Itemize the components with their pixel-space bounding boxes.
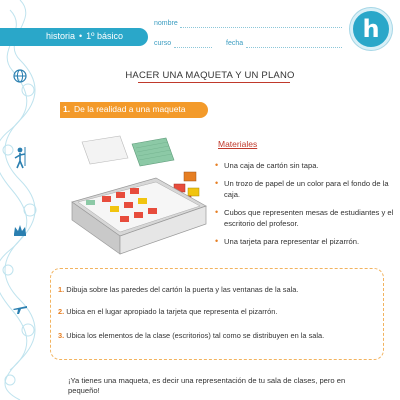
step-number: 3. xyxy=(58,331,65,340)
step-text: Ubica en el lugar apropiado la tarjeta que representa el pizarrón. xyxy=(66,307,278,316)
h-logo: h xyxy=(350,8,392,50)
name-field[interactable] xyxy=(180,27,342,28)
step-number: 2. xyxy=(58,307,65,316)
subject-label: historia xyxy=(46,31,76,41)
course-label: curso xyxy=(154,40,172,47)
section-heading: De la realidad a una maqueta xyxy=(74,104,186,114)
subject-separator: • xyxy=(79,31,83,41)
cardboard-box-icon xyxy=(72,178,206,254)
list-item: • Una tarjeta para representar el pizarrón. xyxy=(214,236,394,247)
instruction-step-2 xyxy=(58,307,378,316)
materials-heading: Materiales xyxy=(218,139,258,149)
name-label: nombre xyxy=(154,20,178,27)
list-item: • Un trozo de papel de un color para el fondo de la caja. xyxy=(214,178,394,200)
list-item: • Cubos que representen mesas de estudiantes y el escritorio del profesor. xyxy=(214,207,394,229)
materials-list xyxy=(214,160,394,254)
crown-icon xyxy=(12,222,28,238)
subject-header-text xyxy=(46,31,123,41)
instruction-step-1 xyxy=(58,285,378,294)
section-number: 1. xyxy=(63,104,71,114)
instruction-step-3 xyxy=(58,331,378,340)
green-card-icon xyxy=(132,138,174,166)
grade-label: 1º básico xyxy=(86,31,123,41)
paper-sheet-icon xyxy=(82,136,128,164)
step-text: Dibuja sobre las paredes del cartón la puerta y las ventanas de la sala. xyxy=(66,285,299,294)
step-number: 1. xyxy=(58,285,65,294)
closing-text: ¡Ya tienes una maqueta, es decir una representación de tu sala de clases, pero en pequeño! xyxy=(68,376,346,395)
model-box-illustration xyxy=(62,130,212,260)
date-label: fecha xyxy=(226,40,244,47)
globe-icon xyxy=(12,68,28,84)
course-field[interactable] xyxy=(174,47,212,48)
step-text: Ubica los elementos de la clase (escritorios) tal como se distribuyen en la sala. xyxy=(66,331,325,340)
page-title: HACER UNA MAQUETA Y UN PLANO xyxy=(125,70,295,81)
plane-icon xyxy=(12,300,28,316)
date-field[interactable] xyxy=(246,47,342,48)
decorative-swirl-strip xyxy=(0,0,42,400)
title-underline xyxy=(138,82,290,83)
person-with-spear-icon xyxy=(12,146,28,170)
list-item: • Una caja de cartón sin tapa. xyxy=(214,160,394,171)
